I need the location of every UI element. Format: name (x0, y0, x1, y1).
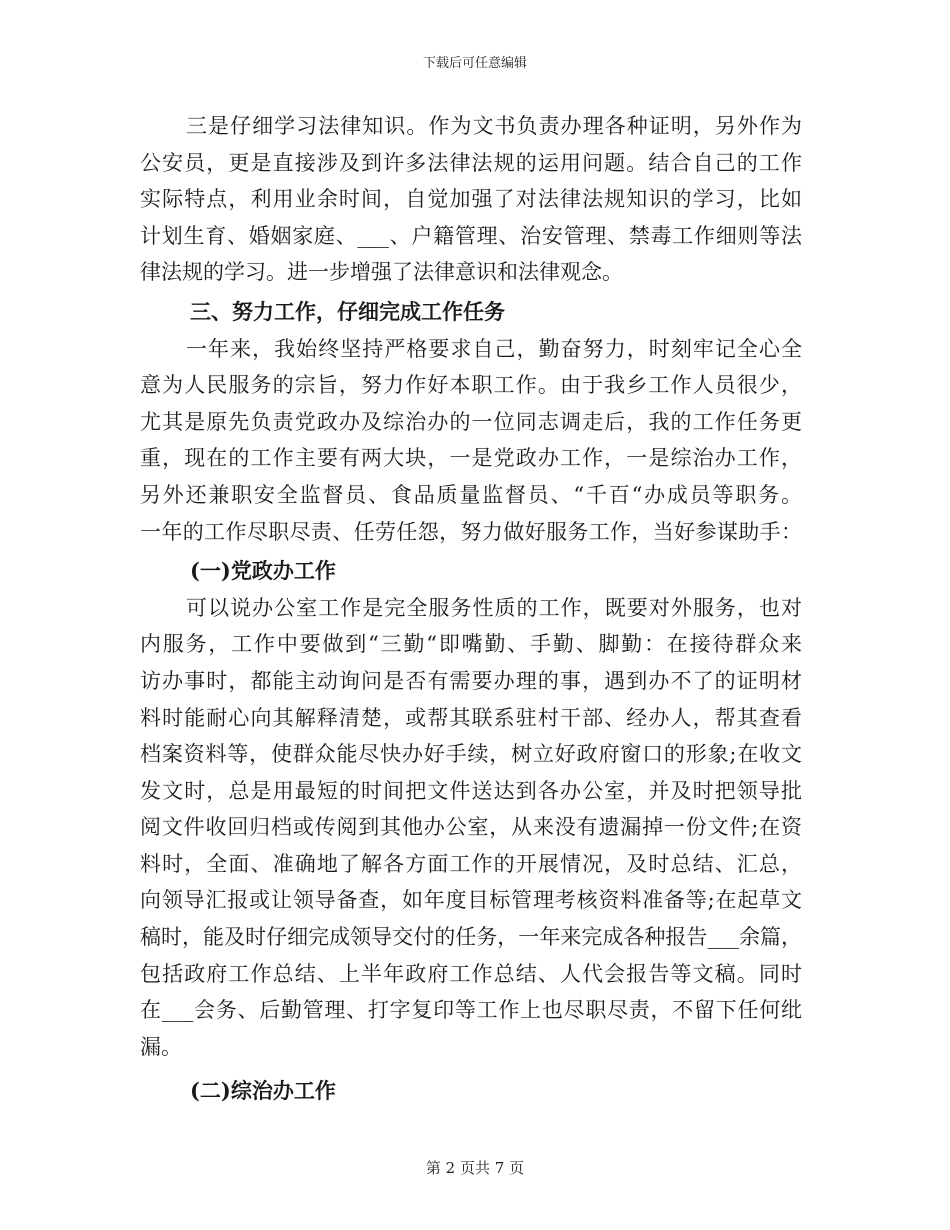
paragraph-line: 发文时，总是用最短的时间把文件送达到各办公室，并及时把领导批 (140, 778, 802, 803)
paragraph-line: 可以说办公室工作是完全服务性质的工作，既要对外服务，也对 (186, 595, 802, 620)
paragraph-line: 档案资料等，使群众能尽快办好手续，树立好政府窗口的形象;在收文 (140, 742, 802, 767)
paragraph-line: 包括政府工作总结、上半年政府工作总结、人代会报告等文稿。同时 (140, 961, 802, 986)
paragraph-line: 三是仔细学习法律知识。作为文书负责办理各种证明，另外作为 (186, 114, 802, 138)
paragraph-line: 一年的工作尽职尽责、任劳任怨，努力做好服务工作，当好参谋助手： (140, 519, 802, 544)
paragraph-line: 料时能耐心向其解释清楚，或帮其联系驻村干部、经办人，帮其查看 (140, 705, 802, 730)
section-heading: (二)综治办工作 (190, 1078, 336, 1104)
paragraph-line: 访办事时，都能主动询问是否有需要办理的事，遇到办不了的证明材 (140, 668, 802, 693)
page-header: 下载后可任意编辑 (422, 56, 527, 71)
paragraph-line: 向领导汇报或让领导备查，如年度目标管理考核资料准备等;在起草文 (140, 888, 802, 913)
document-body (140, 108, 802, 1110)
paragraph-line: 实际特点，利用业余时间，自觉加强了对法律法规知识的学习，比如 (140, 187, 802, 212)
paragraph-line: 漏。 (140, 1034, 182, 1059)
paragraph-line: 律法规的学习。进一步增强了法律意识和法律观念。 (140, 260, 623, 285)
paragraph-line: 另外还兼职安全监督员、食品质量监督员、“千百“办成员等职务。 (140, 482, 802, 507)
paragraph-line: 计划生育、婚姻家庭、___、户籍管理、治安管理、禁毒工作细则等法 (140, 223, 802, 248)
section-heading: (一)党政办工作 (190, 558, 336, 584)
section-heading: 三、努力工作，仔细完成工作任务 (190, 298, 505, 324)
page-footer: 第 2 页共 7 页 (425, 1159, 525, 1177)
paragraph-line: 料时，全面、准确地了解各方面工作的开展情况，及时总结、汇总， (140, 851, 802, 876)
paragraph-line: 内服务，工作中要做到“三勤“即嘴勤、手勤、脚勤：在接待群众来 (140, 632, 802, 657)
paragraph-line: 意为人民服务的宗旨，努力作好本职工作。由于我乡工作人员很少， (140, 373, 802, 398)
paragraph-line: 稿时，能及时仔细完成领导交付的任务，一年来完成各种报告___余篇， (140, 925, 802, 950)
paragraph-line: 重，现在的工作主要有两大块，一是党政办工作，一是综治办工作， (140, 446, 802, 471)
paragraph-line: 在___会务、后勤管理、打字复印等工作上也尽职尽责，不留下任何纰 (140, 998, 802, 1023)
paragraph-line: 一年来，我始终坚持严格要求自己，勤奋努力，时刻牢记全心全 (186, 336, 802, 361)
paragraph-line: 公安员，更是直接涉及到许多法律法规的运用问题。结合自己的工作 (140, 150, 802, 175)
paragraph-line: 阅文件收回归档或传阅到其他办公室，从来没有遗漏掉一份文件;在资 (140, 815, 802, 840)
paragraph-line: 尤其是原先负责党政办及综治办的一位同志调走后，我的工作任务更 (140, 409, 802, 434)
